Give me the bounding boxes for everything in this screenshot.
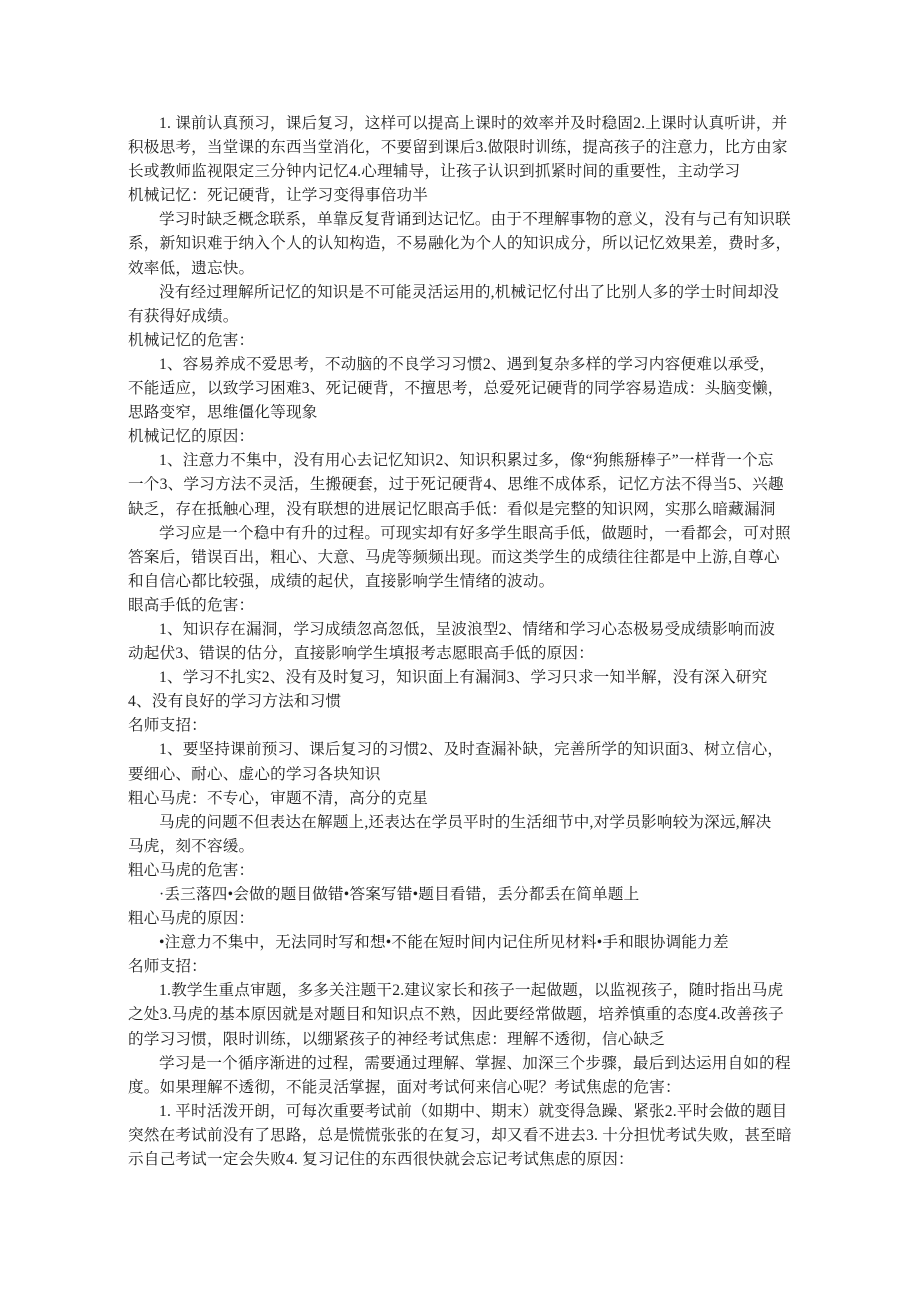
text-line: •注意力不集中，无法同时写和想•不能在短时间内记住所见材料•手和眼协调能力差 [159, 934, 729, 952]
text-line: 名师支招： [128, 958, 207, 976]
text-line: 突然在考试前没有了思路，总是慌慌张张的在复习，却又看不进去3. 十分担忧考试失败，甚至暗 [128, 1126, 792, 1144]
text-line: 1. 平时活泼开朗，可每次重要考试前（如期中、期末）就变得急躁、紧张2.平时会做的题目 [159, 1102, 788, 1120]
text-line: 要细心、耐心、虚心的学习各块知识 [128, 765, 381, 783]
text-line: 4、没有良好的学习方法和习惯 [128, 693, 342, 711]
text-line: 马虎的问题不但表达在解题上,还表达在学员平时的生活细节中,对学员影响较为深远,解决 [159, 813, 772, 831]
text-line: 1、注意力不集中，没有用心去记忆知识2、知识积累过多，像“狗熊掰棒子”一样背一个忘 [159, 452, 774, 470]
text-line: 示自己考试一定会失败4. 复习记住的东西很快就会忘记考试焦虑的原因： [128, 1151, 634, 1169]
text-line: 学习时缺乏概念联系，单靠反复背诵到达记忆。由于不理解事物的意义，没有与己有知识联 [159, 211, 791, 229]
text-line: 1、要坚持课前预习、课后复习的习惯2、及时查漏补缺，完善所学的知识面3、树立信心， [159, 741, 784, 759]
text-line: 答案后，错误百出，粗心、大意、马虎等频频出现。而这类学生的成绩往往都是中上游,自尊心 [128, 548, 780, 566]
text-line: 有获得好成绩。 [128, 307, 239, 325]
text-line: ·丢三落四•会做的题目做错•答案写错•题目看错，丢分都丢在简单题上 [159, 886, 640, 903]
text-line: 没有经过理解所记忆的知识是不可能灵活运用的,机械记忆付出了比别人多的学士时间却没 [159, 283, 780, 301]
text-line: 名师支招： [128, 717, 207, 735]
text-line: 思路变窄，思维僵化等现象 [128, 404, 318, 422]
text-line: 机械记忆的原因： [128, 428, 255, 446]
text-line: 不能适应，以致学习困难3、死记硬背，不擅思考，总爱死记硬背的同学容易造成：头脑变懒， [128, 380, 784, 398]
text-line: 学习是一个循序渐进的过程，需要通过理解、掌握、加深三个步骤，最后到达运用自如的程 [159, 1054, 791, 1072]
text-line: 眼高手低的危害： [128, 596, 255, 614]
document-body-text [128, 112, 803, 1172]
text-line: 长或教师监视限定三分钟内记忆4.心理辅导，让孩子认识到抓紧时间的重要性，主动学习 [128, 163, 741, 181]
text-line: 粗心马虎：不专心，审题不清，高分的克星 [128, 789, 429, 807]
text-line: 学习应是一个稳中有升的过程。可现实却有好多学生眼高手低，做题时，一看都会，可对照 [159, 524, 791, 542]
text-line: 系，新知识难于纳入个人的认知构造，不易融化为个人的知识成分，所以记忆效果差，费时多， [128, 235, 792, 253]
text-line: 1.教学生重点审题，多多关注题干2.建议家长和孩子一起做题，以监视孩子，随时指出马虎 [159, 982, 784, 1000]
text-line: 1、容易养成不爱思考，不动脑的不良学习习惯2、遇到复杂多样的学习内容便难以承受， [159, 355, 776, 373]
text-line: 和自信心都比较强，成绩的起伏，直接影响学生情绪的波动。 [128, 572, 555, 590]
text-line: 的学习习惯，限时训练，以绷紧孩子的神经考试焦虑：理解不透彻，信心缺乏 [128, 1030, 665, 1048]
text-line: 1. 课前认真预习，课后复习，这样可以提高上课时的效率并及时稳固2.上课时认真听讲，并 [159, 115, 788, 132]
text-line: 机械记忆：死记硬背，让学习变得事倍功半 [128, 187, 429, 205]
text-line: 度。如果理解不透彻，不能灵活掌握，面对考试何来信心呢？考试焦虑的危害： [128, 1078, 681, 1096]
text-line: 动起伏3、错误的估分，直接影响学生填报考志愿眼高手低的原因： [128, 645, 595, 663]
text-line: 机械记忆的危害： [128, 331, 255, 349]
text-line: 粗心马虎的原因： [128, 910, 255, 928]
text-line: 马虎，刻不容缓。 [128, 837, 255, 855]
text-line: 积极思考，当堂课的东西当堂消化，不要留到课后3.做限时训练，提高孩子的注意力，比方由家 [128, 139, 788, 157]
text-line: 之处3.马虎的基本原因就是对题目和知识点不熟，因此要经常做题，培养慎重的态度4.改善孩子 [128, 1006, 784, 1024]
text-line: 1、学习不扎实2、没有及时复习，知识面上有漏洞3、学习只求一知半解，没有深入研究 [159, 669, 768, 687]
text-line: 1、知识存在漏洞，学习成绩忽高忽低，呈波浪型2、情绪和学习心态极易受成绩影响而波 [159, 620, 776, 638]
text-line: 粗心马虎的危害： [128, 861, 255, 879]
text-line: 缺乏，存在抵触心理，没有联想的进展记忆眼高手低：看似是完整的知识网，实那么暗藏漏洞 [128, 500, 776, 518]
text-line: 一个3、学习方法不灵活，生搬硬套，过于死记硬背4、思维不成体系，记忆方法不得当5、兴趣 [128, 476, 784, 494]
text-line: 效率低，遗忘快。 [128, 259, 255, 277]
